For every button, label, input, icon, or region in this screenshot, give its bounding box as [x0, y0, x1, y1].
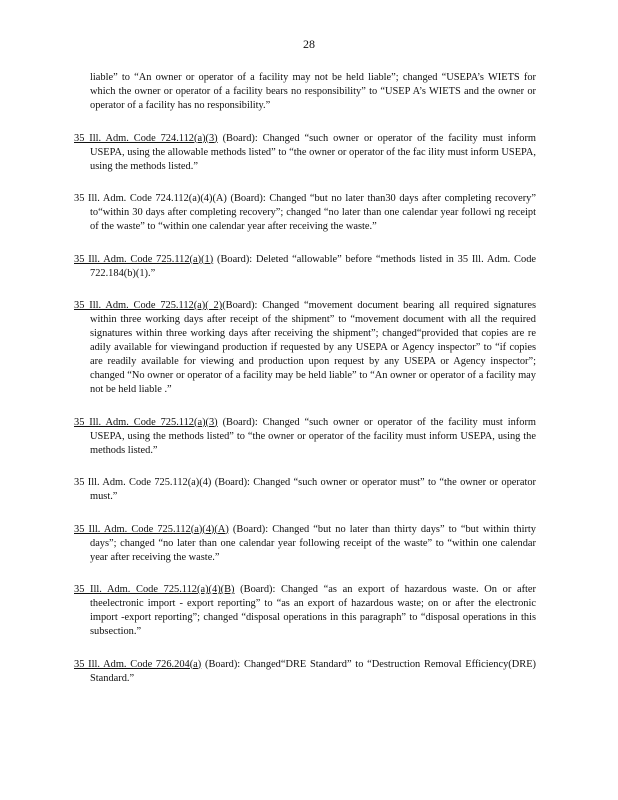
entry-text: liable” to “An owner or operator of a facility may not be held liable”; changed “USEPA’s WIETS for which the owner or operator of a facility bears no responsibility” to “USEP A’s WIETS and the owner or operator of a facility has no responsibility.” [90, 72, 536, 111]
citation: 35 Ill. Adm. Code 724.112(a)(4)(A) [74, 193, 227, 204]
amendment-list [74, 71, 536, 704]
citation: 35 Ill. Adm. Code 725.112(a)(4)(B) [74, 584, 235, 595]
entry-text: (Board): Changed “but no later than thirty days” to “but within thirty days”; changed “no later than one calendar year following receipt of the waste” to “within one calendar year after receiving the waste.” [90, 523, 536, 563]
entry-text: (Board): Deleted “allowable” before “methods listed in 35 Ill. Adm. Code 722.184(b)(1).” [90, 253, 536, 279]
citation: 35 Ill. Adm. Code 725.112(a)(4)(A) [74, 523, 229, 535]
citation: 35 Ill. Adm. Code 725.112(a)( 2) [74, 300, 223, 311]
list-item [74, 253, 536, 281]
page-number: 28 [303, 37, 315, 51]
entry-text: (Board): Changed “such owner or operator must” to “the owner or operator must.” [90, 477, 536, 502]
list-item [74, 192, 536, 234]
list-item [74, 71, 536, 113]
citation: 35 Ill. Adm. Code 726.204(a) [74, 658, 202, 670]
list-item [74, 523, 536, 565]
citation: 35 Ill. Adm. Code 724.112(a)(3) [74, 132, 218, 144]
entry-text: (Board): Changed “movement document bearing all required signatures within three working days after receipt of the shipment” to “movement document with all the required signatures within three working days after receiving the shipment”; changed“provided that copies are re adily available for viewingand production if requested by any USEPA or Agency inspector” to “if copies are readily available for viewing and production upon request by any USEPA or Agency inspector”; changed “No owner or operator of a facility may be held liable” to “An owner or operator of a facility may not be held liable .” [90, 300, 536, 395]
list-item [74, 658, 536, 686]
list-item [74, 132, 536, 174]
entry-text: (Board): Changed “such owner or operator of the facility must inform USEPA, using the methods listed” to “the owner or operator of the facility must inform USEPA, using the methods listed.” [90, 416, 536, 456]
citation: 35 Ill. Adm. Code 725.112(a)(1) [74, 253, 214, 265]
entry-text: (Board): Changed “such owner or operator of the facility must inform USEPA, using the allowable methods listed” to “the owner or operator of the fac ility must inform USEPA, using the methods listed.” [90, 132, 536, 172]
list-item [74, 583, 536, 639]
list-item [74, 416, 536, 458]
entry-text: (Board): Changed “as an export of hazardous waste. On or after theelectronic import - export reporting” to “as an export of hazardous waste; on or after the electronic import -export reporting”; changed “disposal operations in this paragraph” to “disposal operations in this subsection.” [90, 584, 537, 637]
list-item [74, 476, 536, 504]
entry-text: (Board): Changed“DRE Standard” to “Destruction Removal Efficiency(DRE) Standard.” [90, 658, 537, 684]
entry-text: (Board): Changed “but no later than30 days after completing recovery” to“within 30 days after completing recovery”; changed “no later than one calendar year followi ng receipt of the waste” to “within one calendar year after receiving the waste.” [90, 193, 536, 232]
citation: 35 Ill. Adm. Code 725.112(a)(3) [74, 416, 218, 428]
citation: 35 Ill. Adm. Code 725.112(a)(4) [74, 477, 212, 488]
list-item [74, 299, 536, 397]
